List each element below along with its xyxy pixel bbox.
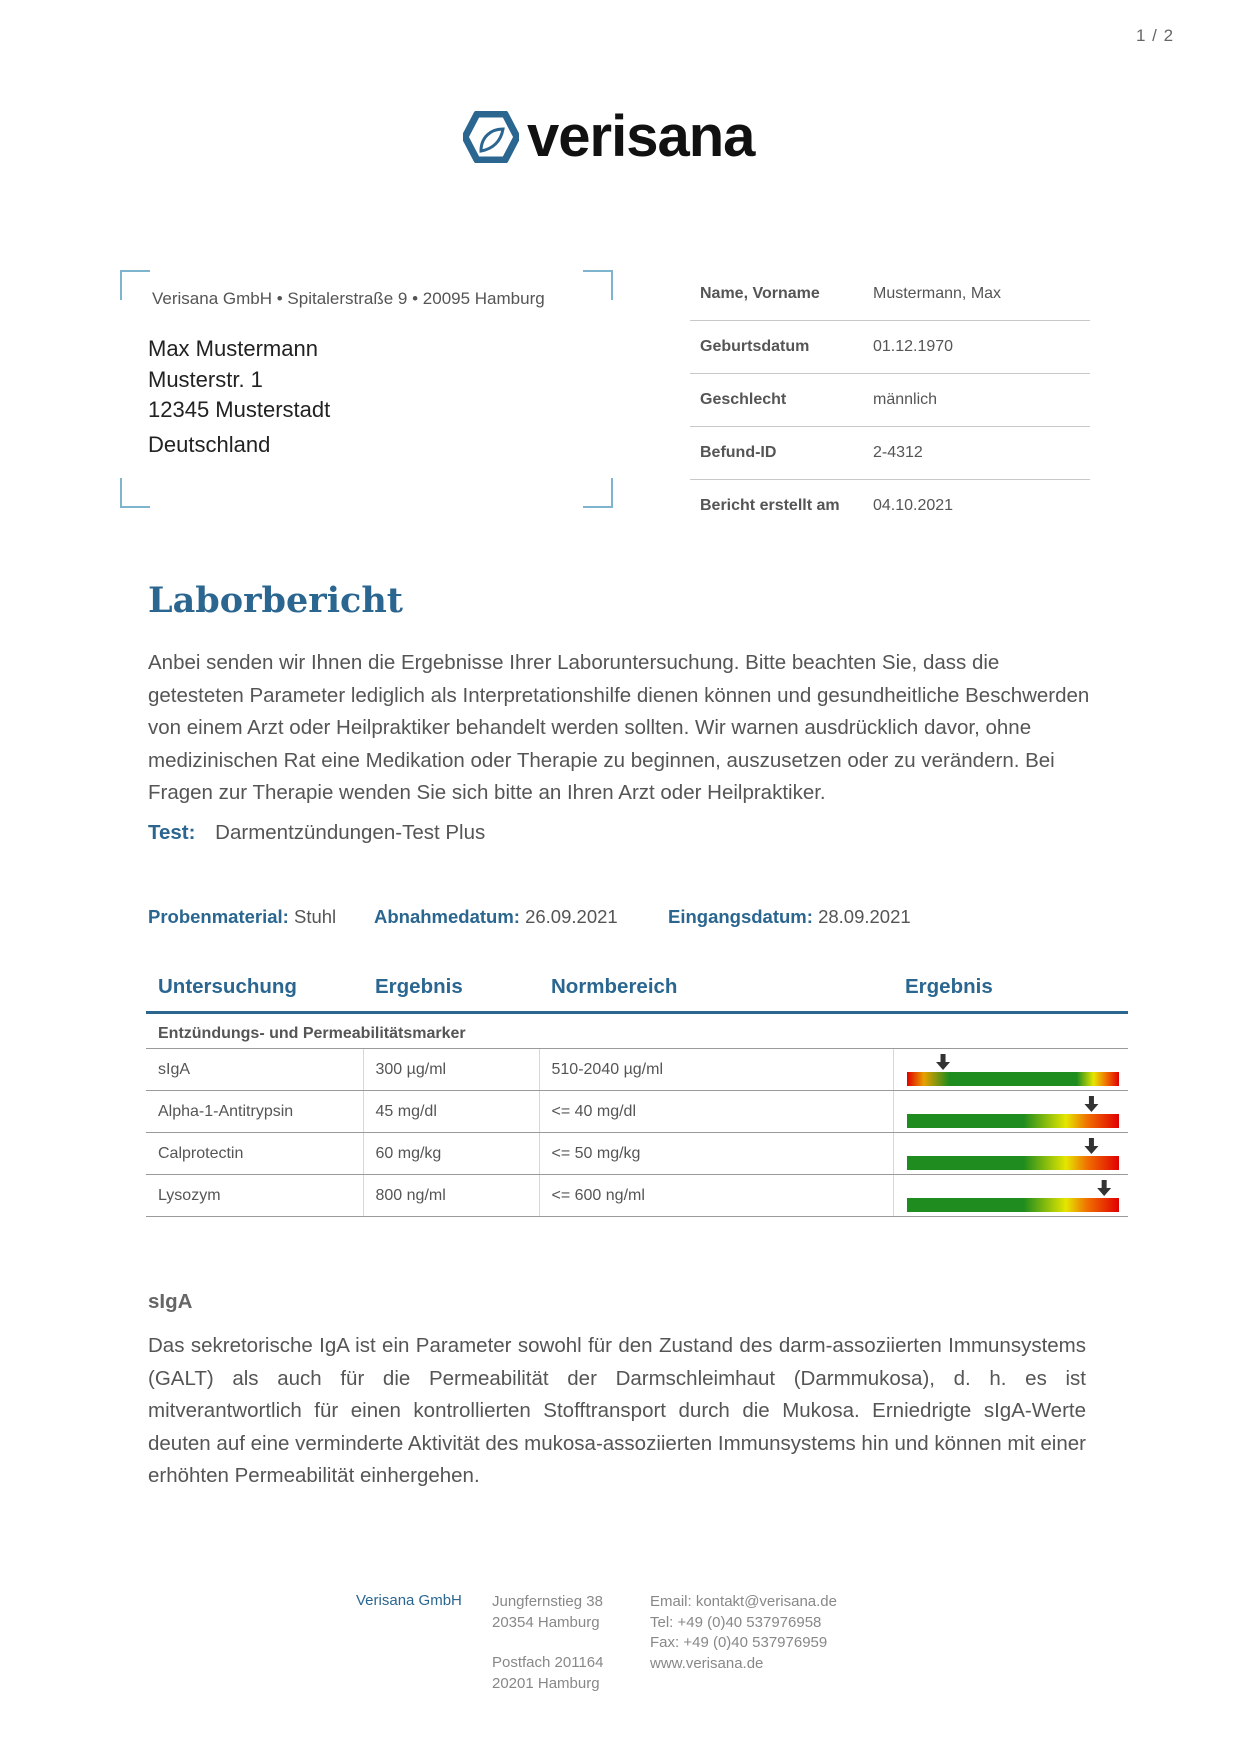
row-gauge-cell: [893, 1133, 1128, 1175]
info-label: Geschlecht: [690, 374, 863, 427]
info-value: männlich: [863, 374, 1090, 427]
footer-email: Email: kontakt@verisana.de: [650, 1593, 837, 1610]
header-result: Ergebnis: [363, 963, 539, 1013]
info-value: 04.10.2021: [873, 497, 954, 514]
test-name: Darmentzündungen-Test Plus: [215, 821, 486, 844]
row-name: Lysozym: [146, 1175, 363, 1217]
sample-material: [148, 906, 336, 928]
header-reference-range: Normbereich: [539, 963, 893, 1013]
row-range: <= 40 mg/dl: [539, 1091, 893, 1133]
corner-mark-bottom-left: [120, 478, 150, 508]
row-gauge-cell: [893, 1049, 1128, 1091]
sample-collection-date: [374, 906, 618, 928]
row-result: 300 µg/ml: [363, 1049, 539, 1091]
row-name: sIgA: [146, 1049, 363, 1091]
logo-text: verisana: [527, 104, 755, 169]
gauge-bar: [907, 1072, 1119, 1086]
footer-address-line: Jungfernstieg 38: [492, 1593, 603, 1610]
table-row: [146, 1133, 1128, 1175]
row-name: Alpha-1-Antitrypsin: [146, 1091, 363, 1133]
recipient-country: Deutschland: [148, 432, 271, 457]
section-title: sIgA: [148, 1290, 193, 1313]
table-row: [146, 1175, 1128, 1217]
row-range: 510-2040 µg/ml: [539, 1049, 893, 1091]
footer-postbox: [492, 1653, 603, 1694]
collection-label: Abnahmedatum:: [374, 906, 520, 927]
verisana-logo: [463, 102, 754, 172]
material-label: Probenmaterial:: [148, 906, 289, 927]
section-text: Das sekretorische IgA ist ein Parameter sowohl für den Zustand des darm-assoziierten Immunsystems (GALT) als auch für die Permeabilität der Darmschleimhaut (Darmmukosa), d. h. es ist mitverantwortlich für einen kontrollierten Stofftransport durch die Mukosa. Erniedrigte sIgA-Werte deuten auf eine verminderte Aktivität des mukosa-assoziierten Immunsystems hin und können mit einer erhöhten Permeabilität einhergehen.: [148, 1334, 1086, 1487]
row-gauge-cell: [893, 1175, 1128, 1217]
footer-company: Verisana GmbH: [356, 1592, 462, 1609]
info-row-birthdate: [690, 321, 1090, 374]
info-row-name: [690, 268, 1090, 321]
gauge-bar: [907, 1198, 1119, 1212]
receipt-value: 28.09.2021: [818, 906, 911, 927]
down-arrow-icon: [1084, 1096, 1098, 1112]
down-arrow-icon: [1084, 1138, 1098, 1154]
page-number: 1 / 2: [1136, 26, 1175, 45]
row-range: <= 600 ng/ml: [539, 1175, 893, 1217]
sender-line: Verisana GmbH • Spitalerstraße 9 • 20095 Hamburg: [152, 289, 545, 308]
row-gauge-cell: [893, 1091, 1128, 1133]
recipient-city: 12345 Musterstadt: [148, 397, 331, 422]
row-range: <= 50 mg/kg: [539, 1133, 893, 1175]
footer-contact: [650, 1592, 837, 1674]
table-row: [146, 1091, 1128, 1133]
footer-address-line: 20354 Hamburg: [492, 1613, 600, 1631]
material-value: Stuhl: [294, 906, 337, 927]
row-result: 45 mg/dl: [363, 1091, 539, 1133]
info-row-gender: [690, 374, 1090, 427]
collection-value: 26.09.2021: [525, 906, 618, 927]
row-result: 60 mg/kg: [363, 1133, 539, 1175]
footer-address: [492, 1592, 603, 1633]
info-value: 01.12.1970: [863, 321, 1090, 374]
info-label: Geburtsdatum: [690, 321, 863, 374]
table-row: [146, 1049, 1128, 1091]
header-result-gauge: Ergebnis: [893, 963, 1128, 1013]
info-label: Befund-ID: [690, 427, 863, 480]
gauge-bar: [907, 1114, 1119, 1128]
patient-info-table: [690, 268, 1090, 532]
footer-fax: Fax: +49 (0)40 537976959: [650, 1634, 828, 1651]
info-value: Mustermann, Max: [863, 268, 1090, 321]
footer-postbox-line: Postfach 201164: [492, 1654, 604, 1671]
header-investigation: Untersuchung: [146, 963, 363, 1013]
group-row: [146, 1013, 1128, 1049]
sample-receipt-date: [668, 906, 911, 928]
down-arrow-icon: [936, 1054, 950, 1070]
recipient-name: Max Mustermann: [148, 336, 318, 361]
intro-text: Anbei senden wir Ihnen die Ergebnisse Ihrer Laboruntersuchung. Bitte beachten Sie, dass die getesteten Parameter lediglich als Interpretationshilfe dienen können und gesundheitliche Beschwerden von einem Arzt oder Heilpraktiker behandelt werden sollten. Wir warnen ausdrücklich davor, ohne medizinischen Rat eine Medikation oder Therapie zu beginnen, auszusetzen oder zu verändern. Bei Fragen zur Therapie wenden Sie sich bitte an Ihren Arzt oder Heilpraktiker.: [148, 651, 1090, 804]
test-line: [148, 821, 485, 845]
corner-mark-top-left: [120, 270, 150, 300]
info-row-report-id: [690, 427, 1090, 480]
gauge-bar: [907, 1156, 1119, 1170]
logo-icon: [463, 111, 519, 163]
recipient-street: Musterstr. 1: [148, 367, 263, 392]
corner-mark-top-right: [583, 270, 613, 300]
info-value: 2-4312: [863, 427, 1090, 480]
test-label: Test:: [148, 821, 196, 844]
receipt-label: Eingangsdatum:: [668, 906, 813, 927]
row-name: Calprotectin: [146, 1133, 363, 1175]
info-label: Name, Vorname: [690, 268, 863, 321]
footer-tel: Tel: +49 (0)40 537976958: [650, 1613, 822, 1631]
info-row-created: [690, 480, 1090, 533]
info-label: Bericht erstellt am: [700, 497, 840, 514]
row-result: 800 ng/ml: [363, 1175, 539, 1217]
report-title: Laborbericht: [148, 580, 403, 621]
result-gauge: [906, 1136, 1120, 1172]
result-gauge: [906, 1178, 1120, 1214]
result-gauge: [906, 1094, 1120, 1130]
group-label: Entzündungs- und Permeabilitätsmarker: [146, 1013, 1128, 1049]
results-header: [146, 963, 1128, 1013]
result-gauge: [906, 1052, 1120, 1088]
footer-web: www.verisana.de: [650, 1654, 764, 1672]
footer-postbox-line: 20201 Hamburg: [492, 1674, 600, 1692]
results-table: [146, 963, 1128, 1217]
down-arrow-icon: [1097, 1180, 1111, 1196]
corner-mark-bottom-right: [583, 478, 613, 508]
